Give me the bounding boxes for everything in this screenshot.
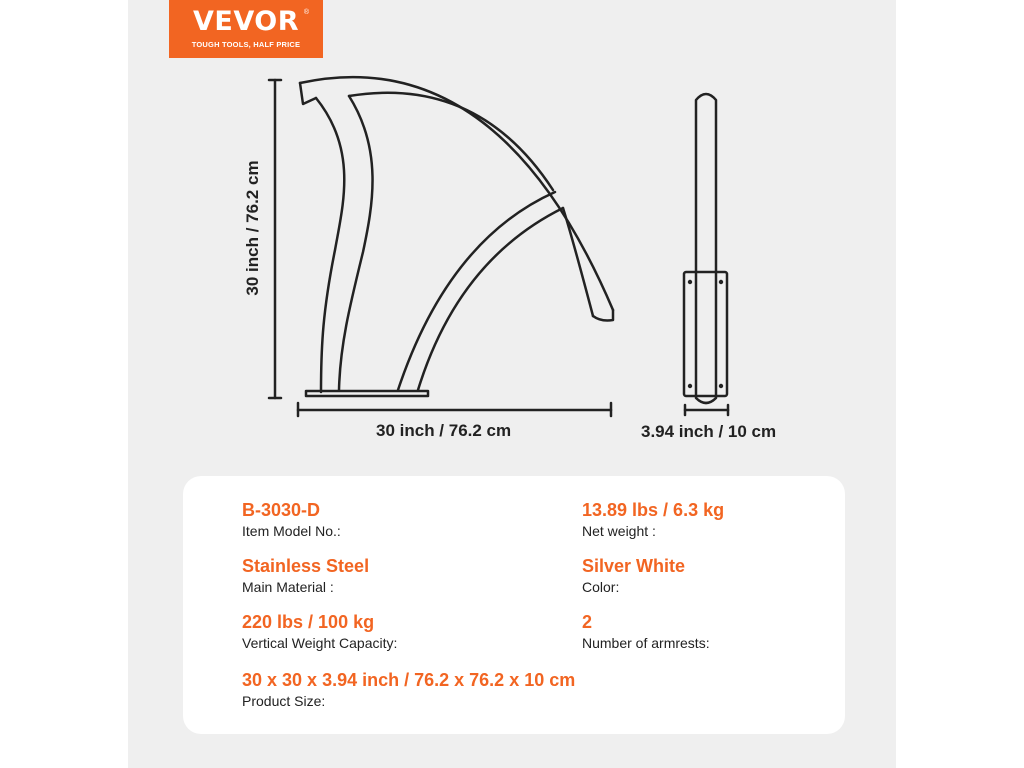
product-canvas (128, 0, 896, 768)
spec-label: Color: (582, 579, 620, 595)
depth-label: 3.94 inch / 10 cm (641, 422, 777, 441)
spec-value: 30 x 30 x 3.94 inch / 76.2 x 76.2 x 10 cm (242, 670, 576, 690)
spec-net-weight (582, 499, 724, 540)
height-label: 30 inch / 76.2 cm (243, 160, 262, 296)
spec-armrests (582, 611, 710, 652)
width-dimension-line (298, 403, 611, 416)
spec-model (242, 499, 341, 540)
spec-card (183, 476, 845, 734)
brand-name: VEVOR (192, 6, 299, 37)
spec-product-size (242, 669, 575, 710)
brand-tagline: TOUGH TOOLS, HALF PRICE (191, 40, 301, 49)
spec-value: 13.89 lbs / 6.3 kg (582, 500, 725, 520)
spec-label: Item Model No.: (242, 523, 341, 539)
width-label: 30 inch / 76.2 cm (376, 421, 512, 440)
spec-value: B-3030-D (242, 500, 321, 520)
spec-label: Net weight : (582, 523, 656, 539)
spec-color (582, 555, 685, 596)
spec-label: Main Material : (242, 579, 334, 595)
depth-dimension-line (685, 405, 728, 415)
spec-value: 220 lbs / 100 kg (242, 612, 375, 632)
spec-label: Product Size: (242, 693, 326, 709)
height-dimension-line (269, 80, 281, 398)
handrail-side-view (684, 94, 727, 403)
spec-weight-capacity (242, 611, 397, 652)
handrail-front-view (300, 77, 613, 396)
spec-label: Number of armrests: (582, 635, 710, 651)
spec-value: Silver White (582, 556, 686, 576)
spec-value: 2 (582, 612, 593, 632)
spec-label: Vertical Weight Capacity: (242, 635, 398, 651)
spec-value: Stainless Steel (242, 556, 370, 576)
spec-material (242, 555, 369, 596)
registered-mark: ® (303, 9, 309, 16)
